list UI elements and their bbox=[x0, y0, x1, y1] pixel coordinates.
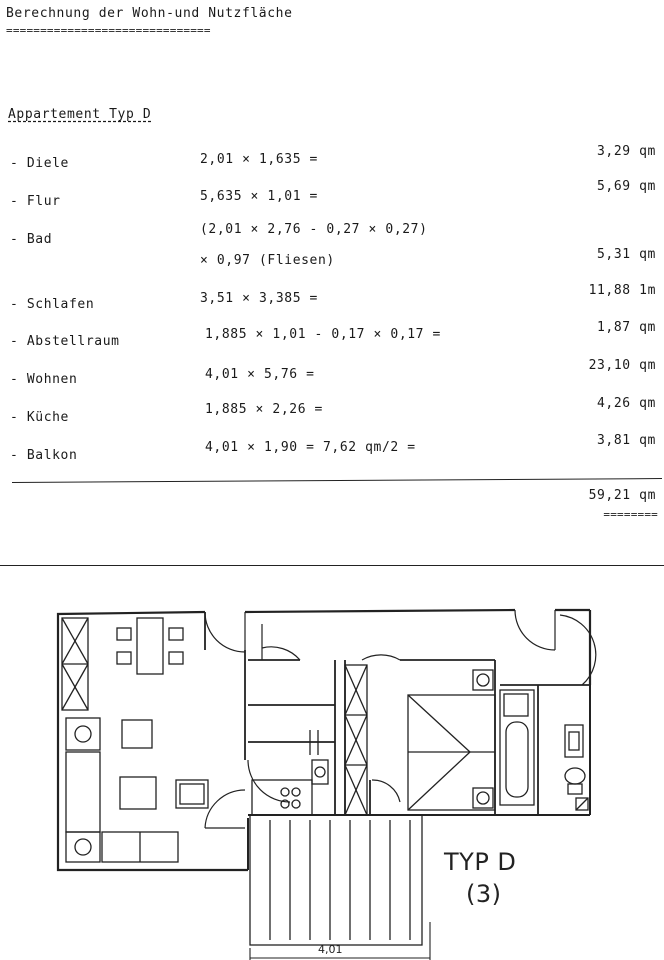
dining-table bbox=[117, 618, 183, 674]
section-heading: Appartement Typ D bbox=[8, 107, 152, 122]
room-area: 5,69 qm bbox=[597, 179, 656, 194]
wardrobe bbox=[345, 665, 367, 815]
room-name: - Flur bbox=[10, 194, 61, 209]
plan-type-label: TYP D bbox=[444, 848, 517, 876]
room-area: 5,31 qm bbox=[597, 247, 656, 262]
section-divider bbox=[0, 565, 664, 566]
room-calculation: 1,885 × 1,01 - 0,17 × 0,17 = bbox=[205, 327, 441, 342]
room-area: 3,29 qm bbox=[597, 144, 656, 159]
room-calculation: 2,01 × 1,635 = bbox=[200, 152, 318, 167]
room-name: - Bad bbox=[10, 232, 53, 247]
total-area: 59,21 qm bbox=[588, 488, 656, 503]
window-column bbox=[62, 618, 88, 710]
bathroom-fixtures bbox=[500, 690, 588, 810]
room-calculation: (2,01 × 2,76 - 0,27 × 0,27) bbox=[200, 222, 428, 237]
room-area: 23,10 qm bbox=[588, 358, 656, 373]
balcony bbox=[250, 815, 422, 945]
room-name: - Wohnen bbox=[10, 372, 78, 387]
bed bbox=[408, 670, 495, 810]
room-name: - Abstellraum bbox=[10, 334, 120, 349]
room-name: - Diele bbox=[10, 156, 69, 171]
page-title: Berechnung der Wohn-und Nutzfläche bbox=[6, 6, 293, 21]
room-calculation: 3,51 × 3,385 = bbox=[200, 291, 318, 306]
room-area: 3,81 qm bbox=[597, 433, 656, 448]
total-underline: ======== bbox=[603, 508, 658, 521]
floor-plan bbox=[0, 570, 664, 960]
room-area: 11,88 1m bbox=[588, 283, 656, 298]
sum-divider bbox=[12, 478, 662, 483]
room-name: - Balkon bbox=[10, 448, 78, 463]
title-underline: ============================== bbox=[6, 24, 211, 37]
room-calculation: 1,885 × 2,26 = bbox=[205, 402, 323, 417]
living-furniture bbox=[120, 720, 208, 809]
room-area: 1,87 qm bbox=[597, 320, 656, 335]
room-calculation: 4,01 × 1,90 = 7,62 qm/2 = bbox=[205, 440, 416, 455]
outer-walls bbox=[58, 610, 590, 870]
plan-type-number: (3) bbox=[466, 880, 502, 908]
dimension-label: 4,01 bbox=[318, 943, 343, 956]
room-name: - Küche bbox=[10, 410, 69, 425]
room-name: - Schlafen bbox=[10, 297, 95, 312]
room-calculation: 5,635 × 1,01 = bbox=[200, 189, 318, 204]
room-area: 4,26 qm bbox=[597, 396, 656, 411]
room-calculation-continued: × 0,97 (Fliesen) bbox=[200, 253, 335, 268]
room-calculation: 4,01 × 5,76 = bbox=[205, 367, 315, 382]
